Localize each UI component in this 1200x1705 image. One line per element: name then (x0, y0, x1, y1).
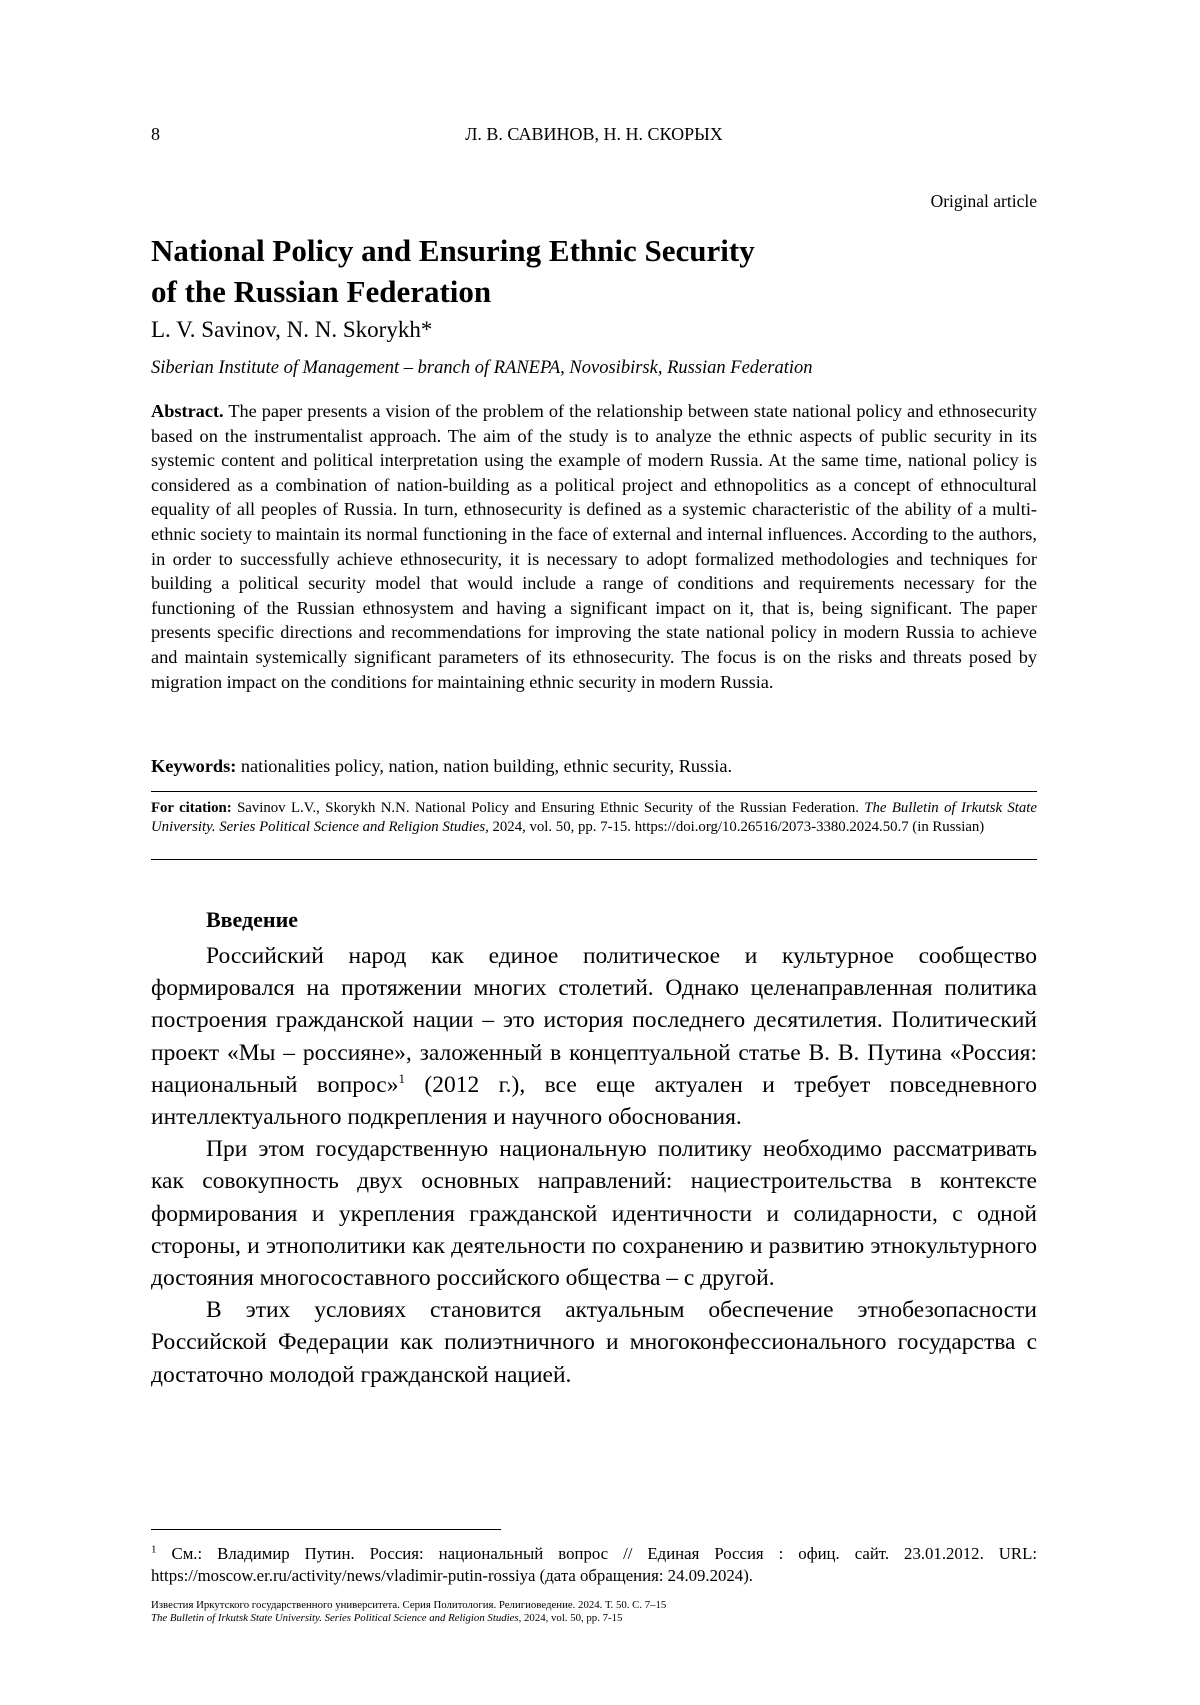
keywords-label: Keywords: (151, 756, 237, 776)
footnote-ref[interactable]: 1 (398, 1070, 405, 1086)
paragraph-2: При этом государственную национальную политику необходимо рассматривать как совокупность двух основных направлений: нациестроительства в контексте формирования и укрепления гражданской идентичности и солидарности, с одной стороны, и этнополитики как деятельности по сохранению и развитию этнокультурного достояния многосоставного российского общества – с другой. (151, 1136, 1037, 1292)
keywords (151, 754, 1037, 778)
citation-journal: The Bulletin of Irkutsk State University. Series Political Science and Religion Studies, (151, 800, 1037, 836)
journal-footer (151, 1599, 1037, 1626)
body-text (151, 940, 1037, 1391)
abstract (151, 399, 1037, 694)
article-title-line-1: National Policy and Ensuring Ethnic Security (151, 233, 755, 268)
running-head (151, 124, 1037, 148)
article-title (151, 230, 1037, 312)
authors: L. V. Savinov, N. N. Skorykh* (151, 317, 433, 342)
keywords-text: nationalities policy, nation, nation building, ethnic security, Russia. (240, 756, 733, 776)
page-number: 8 (151, 124, 160, 144)
footnote-marker: 1 (151, 1543, 157, 1556)
footer-en-details: , 2024, vol. 50, pp. 7-15 (518, 1612, 623, 1625)
paragraph-1-text: Российский народ как единое политическое и культурное сообщество формировался на протяжении многих столетий. Однако целенаправленная политика построения гражданской нации – это история последнего десятилетия. Политический проект «Мы – россияне», заложенный в концептуальной статье В. В. Путина «Россия: национальный вопрос» (151, 943, 1037, 1098)
paragraph-1 (151, 940, 1037, 1133)
footer-ru: Известия Иркутского государственного университета. Серия Политология. Религиоведение. 2024. Т. 50. С. 7–15 (151, 1599, 667, 1611)
paragraph-1-text-end: (2012 г.), все еще актуален и требует повседневного интеллектуального подкрепления и научного обоснования. (151, 1071, 1037, 1131)
citation-label: For citation: (151, 800, 232, 816)
footnote (151, 1543, 1037, 1587)
citation-box (151, 799, 1037, 837)
citation-text: Savinov L.V., Skorykh N.N. National Policy and Ensuring Ethnic Security of the Russian Federation. (237, 800, 859, 816)
running-head-authors: Л. В. САВИНОВ, Н. Н. СКОРЫХ (465, 124, 723, 144)
footer-en (151, 1612, 1037, 1625)
paragraph-3: В этих условиях становится актуальным обеспечение этнобезопасности Российской Федерации как полиэтничного и многоконфессионального государства с достаточно молодой гражданской нацией. (151, 1297, 1037, 1388)
footer-en-journal: The Bulletin of Irkutsk State University. Series Political Science and Religion Studies (151, 1612, 519, 1625)
footnote-separator (151, 1529, 501, 1530)
article-type-label: Original article (930, 191, 1037, 211)
article-title-line-2: of the Russian Federation (151, 274, 492, 309)
abstract-label: Abstract. (151, 401, 224, 421)
citation-details: 2024, vol. 50, pp. 7-15. https://doi.org/10.26516/2073-3380.2024.50.7 (in Russian) (492, 819, 985, 836)
citation-bottom-rule (151, 859, 1037, 860)
section-heading: Введение (206, 907, 299, 932)
affiliation: Siberian Institute of Management – branch of RANEPA, Novosibirsk, Russian Federation (151, 358, 813, 378)
citation-top-rule (151, 791, 1037, 792)
footnote-text: См.: Владимир Путин. Россия: национальный вопрос // Единая Россия : офиц. сайт. 23.01.2012. URL: https://moscow.er.ru/activity/news/vladimir-putin-rossiya (дата обращения: 24.09.2024). (151, 1544, 1037, 1585)
abstract-text: The paper presents a vision of the problem of the relationship between state national policy and ethnosecurity based on the instrumentalist approach. The aim of the study is to analyze the ethnic aspects of public security in its systemic content and political interpretation using the example of modern Russia. At the same time, national policy is considered as a combination of nation-building as a political project and ethnopolitics as a concept of ethnocultural equality of all peoples of Russia. In turn, ethnosecurity is defined as a systemic characteristic of the ability of a multi-ethnic society to maintain its normal functioning in the face of external and internal influences. According to the authors, in order to successfully achieve ethnosecurity, it is necessary to adopt formalized methodologies and techniques for building a political security model that would include a range of conditions and requirements necessary for the functioning of the Russian ethnosystem and having a significant impact on it, that is, being significant. The paper presents specific directions and recommendations for improving the state national policy in modern Russia to achieve and maintain systemically significant parameters of its ethnosecurity. The focus is on the risks and threats posed by migration impact on the conditions for maintaining ethnic security in modern Russia. (151, 401, 1037, 692)
